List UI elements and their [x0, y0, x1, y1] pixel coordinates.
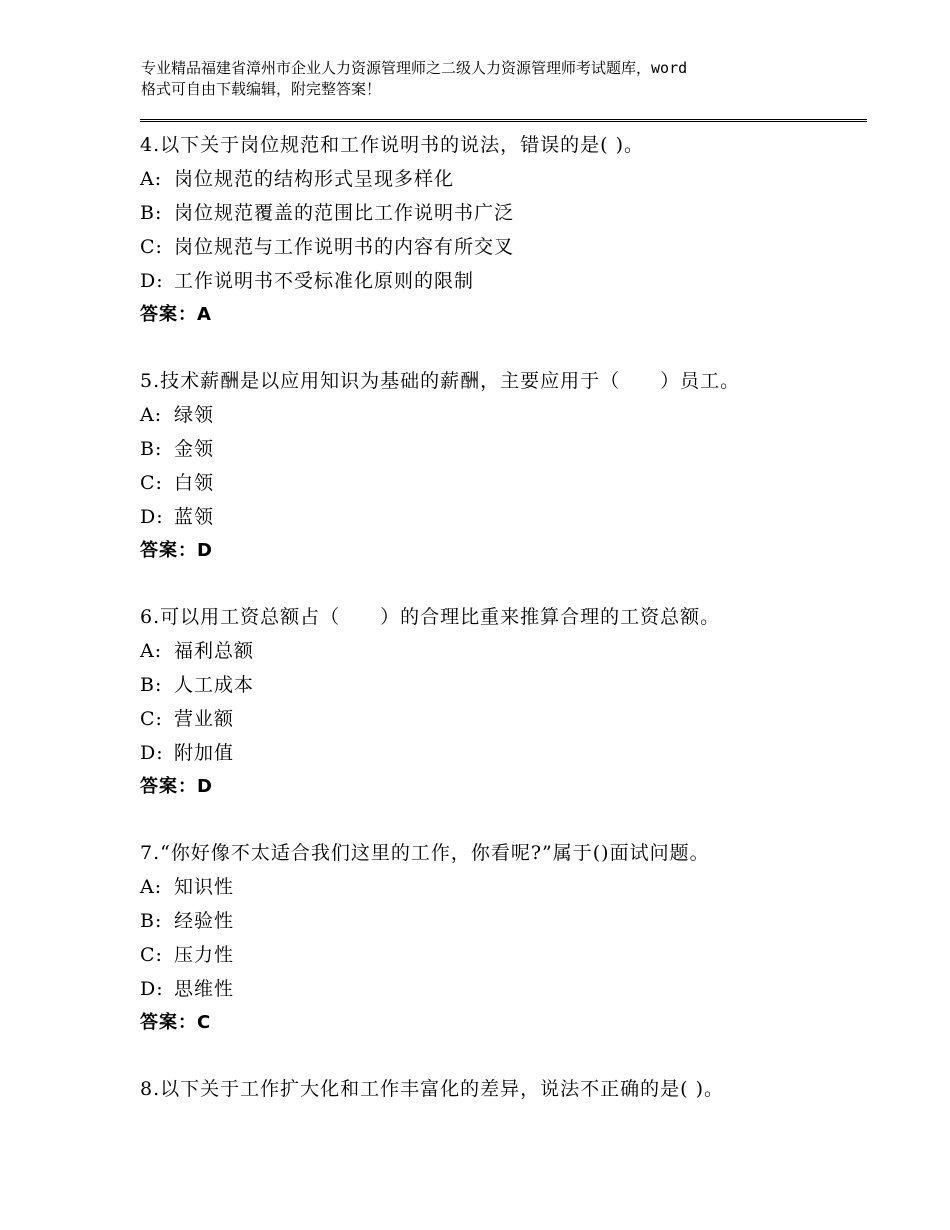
answer-line [140, 298, 880, 332]
option-key: C: [140, 944, 163, 966]
option-text: 营业额 [174, 708, 235, 730]
option-text: 附加值 [174, 742, 235, 764]
question-6 [140, 600, 880, 804]
option-key: A: [140, 404, 163, 426]
option-text: 岗位规范覆盖的范围比工作说明书广泛 [174, 202, 515, 224]
option-a [140, 162, 880, 196]
option-key: A: [140, 876, 163, 898]
question-5 [140, 364, 880, 568]
option-c [140, 938, 880, 972]
option-key: B: [140, 674, 163, 696]
question-stem: 8.以下关于工作扩大化和工作丰富化的差异，说法不正确的是( )。 [140, 1078, 724, 1100]
option-text: 工作说明书不受标准化原则的限制 [174, 270, 475, 292]
option-d [140, 264, 880, 298]
option-a [140, 634, 880, 668]
option-a [140, 398, 880, 432]
answer-value: D [197, 776, 212, 797]
option-text: 绿领 [174, 404, 215, 426]
answer-value: C [197, 1012, 211, 1033]
question-8 [140, 1072, 880, 1106]
header-double-rule [140, 119, 867, 122]
option-c [140, 230, 880, 264]
option-key: D: [140, 742, 164, 764]
option-text: 岗位规范的结构形式呈现多样化 [174, 168, 455, 190]
question-stem: 7.“你好像不太适合我们这里的工作，你看呢?”属于()面试问题。 [140, 842, 710, 864]
option-d [140, 736, 880, 770]
question-stem: 6.可以用工资总额占（ ）的合理比重来推算合理的工资总额。 [140, 606, 721, 628]
option-key: B: [140, 438, 163, 460]
option-b [140, 668, 880, 702]
option-key: C: [140, 236, 163, 258]
option-key: C: [140, 472, 163, 494]
option-text: 经验性 [174, 910, 235, 932]
option-text: 福利总额 [174, 640, 255, 662]
option-text: 白领 [174, 472, 215, 494]
question-stem: 5.技术薪酬是以应用知识为基础的薪酬，主要应用于（ ）员工。 [140, 370, 741, 392]
question-7 [140, 836, 880, 1040]
option-key: B: [140, 910, 163, 932]
option-text: 知识性 [174, 876, 235, 898]
option-key: A: [140, 640, 163, 662]
option-text: 思维性 [174, 978, 235, 1000]
answer-label: 答案： [140, 304, 197, 325]
option-key: B: [140, 202, 163, 224]
option-key: D: [140, 270, 164, 292]
option-key: C: [140, 708, 163, 730]
question-4 [140, 128, 880, 332]
option-key: D: [140, 978, 164, 1000]
answer-line [140, 1006, 880, 1040]
option-c [140, 702, 880, 736]
option-c [140, 466, 880, 500]
answer-label: 答案： [140, 540, 197, 561]
option-d [140, 972, 880, 1006]
answer-line [140, 534, 880, 568]
answer-label: 答案： [140, 776, 197, 797]
question-list [140, 128, 880, 1138]
answer-label: 答案： [140, 1012, 197, 1033]
option-b [140, 904, 880, 938]
answer-line [140, 770, 880, 804]
option-b [140, 432, 880, 466]
option-text: 金领 [174, 438, 215, 460]
option-key: A: [140, 168, 163, 190]
option-text: 压力性 [174, 944, 235, 966]
question-stem: 4.以下关于岗位规范和工作说明书的说法，错误的是( )。 [140, 134, 644, 156]
answer-value: D [197, 540, 212, 561]
option-text: 人工成本 [174, 674, 255, 696]
document-header: 专业精品福建省漳州市企业人力资源管理师之二级人力资源管理师考试题库，word 格式可自由下载编辑，附完整答案！ [141, 59, 688, 98]
option-text: 岗位规范与工作说明书的内容有所交叉 [174, 236, 515, 258]
option-d [140, 500, 880, 534]
option-b [140, 196, 880, 230]
answer-value: A [197, 304, 211, 325]
option-text: 蓝领 [174, 506, 215, 528]
option-a [140, 870, 880, 904]
option-key: D: [140, 506, 164, 528]
